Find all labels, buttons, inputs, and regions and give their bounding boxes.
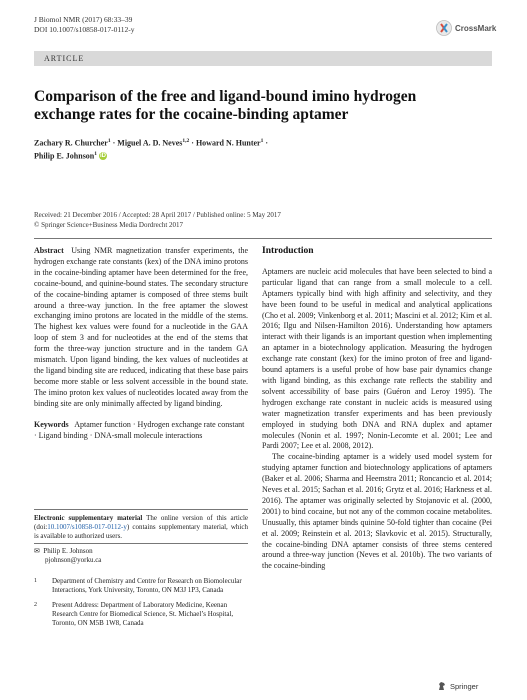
affiliation-text: Department of Chemistry and Centre for Research on Biomolecular Interactions, York University, Toronto, ON M3J 1P3, Canada [52,577,242,594]
author-separator: · [265,138,269,148]
copyright-line: © Springer Science+Business Media Dordrecht 2017 [34,220,184,229]
header-divider [34,238,492,239]
keywords-text: Aptamer function · Hydrogen exchange rate constant · Ligand binding · DNA-small molecule interactions [34,419,245,440]
envelope-icon: ✉ [34,547,40,555]
abstract-text: Using NMR magnetization transfer experiments, the hydrogen exchange rate constants (kex) of the DNA imino protons in the cocaine-binding aptamer have been determined for the free, cocaine-bound, and quinine-bound states. The secondary structure of the cocaine-binding aptamer is composed of three stems built around a three-way junction. In the free aptamer the slowest exchanging imino protons are located in the middle of the stems. The highest kex values were found for a nucleotide in the GAA loop of stem 3 and for nucleotides at the end of the stems that form the three-way junction structure and in the tandem GA mismatch. Upon ligand binding, the kex values of nucleotides at the ligand binding site are reduced, indicating that these base pairs become more stable or less solvent accessible in the bound state. The imino proton kex values of nucleotides located away from the binding site are only minimally affected by ligand binding. [34,246,248,408]
publication-dates [34,211,281,230]
contact-email[interactable]: pjohnson@yorku.ca [45,556,102,564]
electronic-supplementary-material [34,514,248,542]
article-type-label: ARTICLE [44,54,85,63]
crossmark-label: CrossMark [455,23,497,33]
introduction-heading: Introduction [262,246,314,256]
esm-doi-link[interactable]: 10.1007/s10858-017-0112-y [47,523,127,532]
author-list [34,136,474,161]
author-separator: · [191,138,194,148]
doi-line: DOI 10.1007/s10858-017-0112-y [34,24,135,34]
journal-line: J Biomol NMR (2017) 68:33–39 [34,15,133,24]
introduction-paragraph-2: The cocaine-binding aptamer is a widely used model system for studying aptamer function and biotechnology applications of aptamers (Baker et al. 2006; Sharma and Heemstra 2011; Roncancio et al. 2014; Neves et al. 2015; Sachan et al. 2016; Grytz et al. 2016; Harkness et al. 2016). The aptamer was originally selected by Stojanovic et al. (2000, 2001) to bind cocaine, but not any of the common cocaine metabolites. Unusually, this aptamer binds quinine 50-fold tighter than cocaine (Pei et al. 2009; Reinstein et al. 2013; Slavkovic et al. 2015). Structurally, the cocaine-binding DNA aptamer consists of three stems centered around a three-way junction (Neves et al. 2010b). The two variants of the cocaine-binding [262,452,492,571]
keywords-label: Keywords [34,419,69,429]
introduction-section [262,246,492,572]
crossmark-badge[interactable] [436,20,496,36]
esm-text-end: ) contains supplementary material, which is available to authorized users. [34,523,248,541]
author-name[interactable]: Howard N. Hunter [195,138,261,148]
article-title: Comparison of the free and ligand-bound imino hydrogen exchange rates for the cocaine-binding aptamer [34,88,417,123]
author-affiliation-mark: 1 [94,150,97,157]
esm-text: The online version of this article (doi: [34,514,248,532]
contact-name: Philip E. Johnson [43,547,93,555]
esm-divider [34,509,248,510]
springer-horse-icon [437,681,447,691]
contact-divider [34,543,248,544]
author-affiliation-mark: 1 [260,138,264,144]
author-separator: · [112,138,116,148]
affiliation-item [34,577,248,595]
affiliation-text: Present Address: Department of Laboratory Medicine, Keenan Research Centre for Biomedical Science, St. Michael’s Hospital, Toronto, ON M5B 1W8, Canada [52,601,234,627]
affiliation-number: 1 [34,578,37,584]
dates-line: Received: 21 December 2016 / Accepted: 28 April 2017 / Published online: 5 May 2017 [34,211,281,219]
author-name[interactable]: Philip E. Johnson [34,151,95,161]
publisher-name: Springer [450,681,479,691]
introduction-paragraph-1: Aptamers are nucleic acid molecules that have been selected to bind a particular ligand that can range from a small molecule to a cell. Aptamers typically bind with high affinity and selectivity, and they have been found to be useful in medical and analytical applications (Cho et al. 2009; Vinkenborg et al. 2011; Mascini et al. 2012; Kim et al. 2016; Ilgu and Nilsen-Hamilton 2016). Understanding how aptamers interact with their ligands is an important question when implementing an aptamer in a biotechnology application. Measuring the hydrogen exchange rate constant (kex) for the imino proton of free and ligand-bound aptamers is a useful probe of how base pair dynamics change with ligand binding, as this exchange rate reflects the stability and solvent accessibility of base pairs (Guéron and Leroy 1995). The hydrogen exchange rate constant in nucleic acids is measured using water magnetization transfer experiments and has been previously employed in studying both DNA and RNA duplex and aptamer molecules (Nonin et al. 1997; Nonin-Lecomte et al. 2001; Lee and Pardi 2007; Lee et al. 2008, 2012). [262,266,492,451]
affiliation-item [34,601,248,628]
abstract-column [34,246,248,441]
author-name[interactable]: Zachary R. Churcher [34,138,108,148]
author-affiliation-mark: 1 [107,138,111,144]
article-type-bar [34,51,492,66]
publisher-logo [437,681,478,691]
crossmark-icon [436,20,452,36]
journal-citation [34,15,135,34]
abstract-label: Abstract [34,246,64,255]
author-name[interactable]: Miguel A. D. Neves [117,138,183,148]
orcid-icon[interactable]: iD [100,153,106,160]
affiliations [34,577,248,634]
corresponding-author [34,547,101,565]
abstract [34,246,248,410]
esm-label: Electronic supplementary material [34,514,143,522]
keywords [34,420,248,442]
author-affiliation-mark: 1,2 [182,138,190,144]
affiliation-number: 2 [34,602,37,608]
